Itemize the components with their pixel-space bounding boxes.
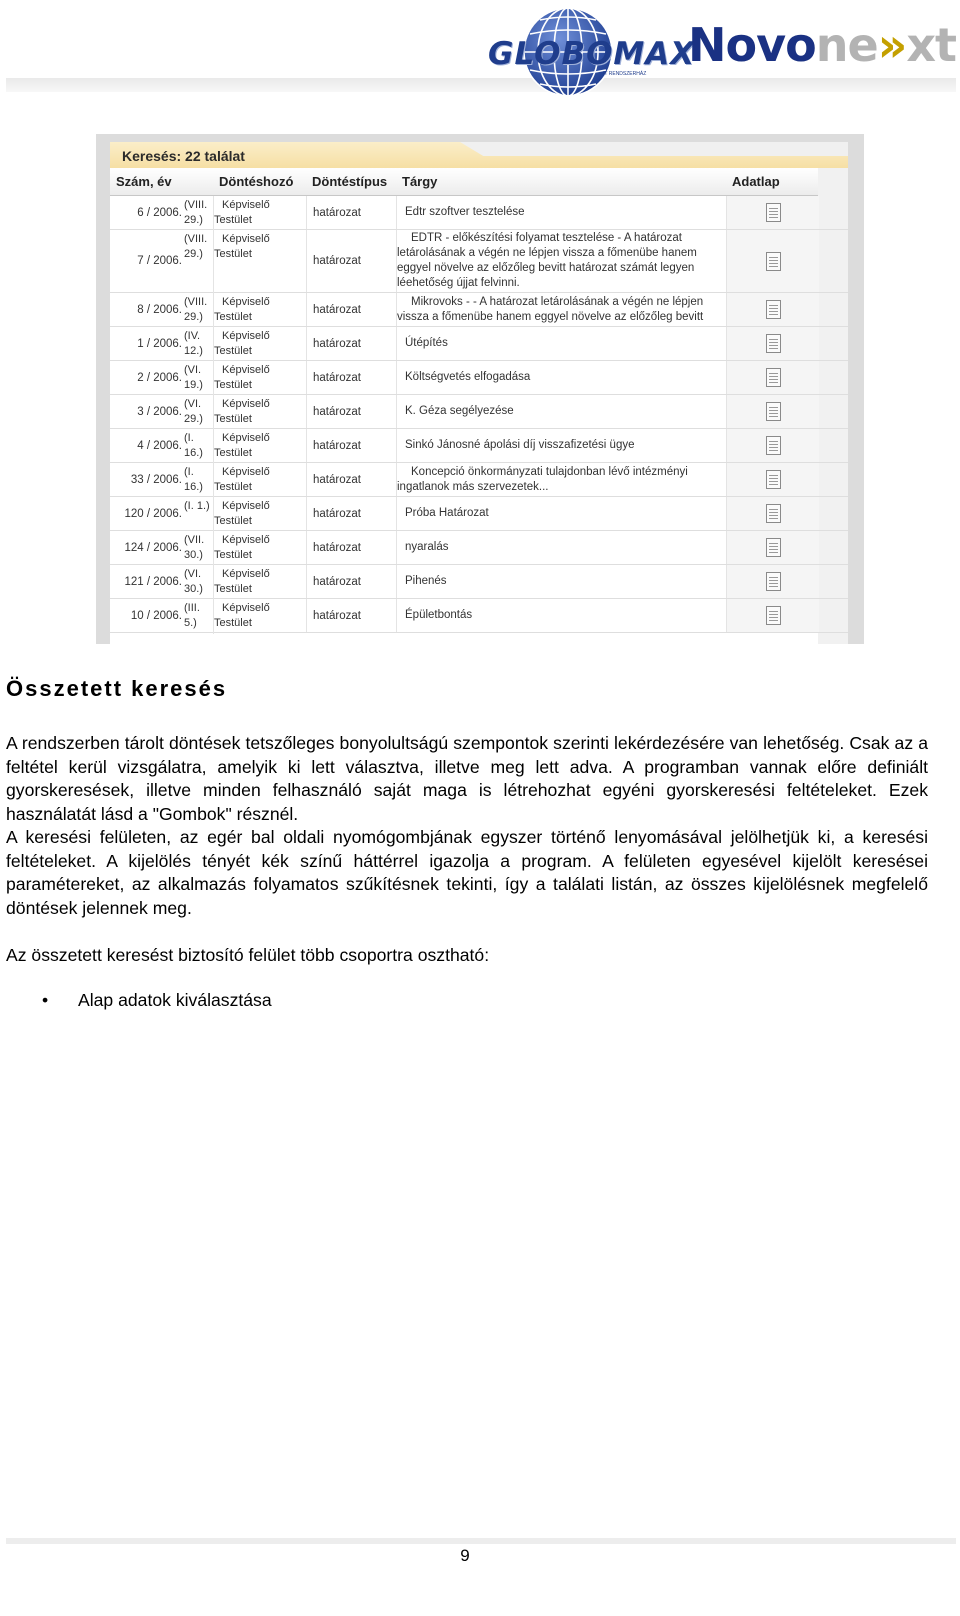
decision-date: (VI. 30.) [184,568,203,595]
table-row[interactable] [110,230,848,293]
decision-maker-line2: Testület [214,617,252,629]
tab-notch [460,142,848,156]
subject-line: Sinkó Jánosné ápolási díj visszafizetési ügye [405,439,635,451]
decision-date: (VII. 30.) [184,534,205,561]
novonext-logo-part3: xt [906,18,957,72]
datasheet-cell [726,463,819,496]
decision-maker-line2: Testület [214,214,252,226]
datasheet-cell [726,497,819,530]
subject-text [397,231,697,291]
decision-type: határozat [306,395,403,428]
document-icon[interactable] [766,606,781,625]
decision-type: határozat [306,599,403,632]
decision-type: határozat [306,531,403,564]
datasheet-cell [726,565,819,598]
decision-maker-line2: Testület [214,583,252,595]
decision-date: (VI. 19.) [184,364,203,391]
decision-number: 1 / 2006. [137,337,182,350]
decision-subject[interactable] [396,395,735,428]
document-icon[interactable] [766,252,781,271]
decision-number: 121 / 2006. [124,575,182,588]
decision-date: (VIII. 29.) [184,199,208,226]
decision-number: 4 / 2006. [137,439,182,452]
novonext-chevron-icon: » [877,18,907,72]
bullet-marker: • [42,990,49,1010]
decision-type: határozat [306,293,403,326]
decision-date: (VIII. 29.) [184,296,208,323]
table-row[interactable] [110,599,848,633]
decision-maker-line1: Képviselő [222,233,270,245]
bullet-item: Alap adatok kiválasztása [78,990,272,1010]
table-row[interactable] [110,565,848,599]
results-count-title: Keresés: 22 találat [122,148,245,164]
column-header-decision-type[interactable]: Döntéstípus [306,168,396,196]
decision-type: határozat [306,230,403,292]
header-divider [6,78,956,92]
subject-text [405,608,472,623]
decision-maker-line2: Testület [214,549,252,561]
subject-text [405,506,489,521]
document-icon[interactable] [766,334,781,353]
datasheet-cell [726,327,819,360]
subject-line: Költségvetés elfogadása [405,371,531,383]
subject-text [405,404,514,419]
decision-maker-line2: Testület [214,413,252,425]
decision-maker [213,565,278,600]
decision-type: határozat [306,429,403,462]
subject-line: letárolásának a végén ne lépjen vissza a főmenübe hanem [397,247,697,259]
decision-maker [213,293,278,328]
novonext-logo [688,18,957,72]
decision-maker-line1: Képviselő [222,199,270,211]
decision-maker-line2: Testület [214,481,252,493]
decision-subject[interactable] [396,599,735,632]
decision-maker-line1: Képviselő [222,568,270,580]
subject-line: nyaralás [405,541,449,553]
decision-maker [213,497,278,532]
decision-type: határozat [306,565,403,598]
decision-maker [213,361,278,396]
decision-maker [213,531,278,566]
column-header-subject[interactable]: Tárgy [396,168,726,196]
globomax-logo-text: GLOBOMAX [488,36,696,72]
decision-number: 3 / 2006. [137,405,182,418]
decision-maker-line2: Testület [214,345,252,357]
subject-line: ingatlanok más szervezetek... [397,480,549,493]
subject-line: Épületbontás [405,609,473,621]
page-number: 9 [460,1546,470,1565]
subject-line: léehetőség újjat felvinni. [397,277,520,289]
decision-subject[interactable] [396,531,735,564]
decision-number: 8 / 2006. [137,303,182,316]
decision-maker-line2: Testület [214,379,252,391]
document-icon[interactable] [766,300,781,319]
datasheet-cell [726,230,819,292]
decision-maker [213,429,278,464]
decision-subject[interactable] [396,327,735,360]
decision-number: 33 / 2006. [130,473,182,486]
table-row[interactable] [110,531,848,565]
footer-divider [6,1538,956,1544]
decision-date: (I. 16.) [184,432,203,459]
subject-text [397,295,703,325]
decision-subject[interactable] [396,463,727,496]
decision-number: 10 / 2006. [130,609,182,622]
decision-subject[interactable] [396,196,735,229]
decision-maker [213,395,278,430]
subject-text [405,438,635,453]
decision-date: (I. 16.) [184,466,203,493]
decision-subject[interactable] [396,361,735,394]
decision-number: 2 / 2006. [137,371,182,384]
globomax-tagline: IT RENDSZERHÁZ [603,71,647,77]
subject-line: Koncepció önkormányzati tulajdonban lévő intézményi [411,465,688,478]
novonext-logo-part2: ne [815,18,878,72]
datasheet-cell [726,531,819,564]
table-row[interactable] [110,395,848,429]
datasheet-cell [726,429,819,462]
subject-line: eggyel növelve az előzőleg bevitt határozat számát legyen [397,262,695,274]
subject-text [405,205,525,220]
paragraph-1: A rendszerben tárolt döntések tetszőleges bonyolultságú szempontok szerinti lekérdezésére van lehetőség. Csak az a feltétel kerül vizsgálatra, amelyik ki lett választva, illetve meg lett adva. A programban vannak előre definiált gyorskeresések, illetve minden felhasználó saját maga is létrehozhat egyéni gyorskeresési feltételeket. Ezek használatát lásd a "Gombok" résznél. [6,733,928,824]
decision-subject[interactable] [396,429,735,462]
subject-line: EDTR - előkészítési folyamat tesztelése - A határozat [411,232,683,244]
decision-maker-line2: Testület [214,447,252,459]
subject-line: Mikrovoks - - A határozat letárolásának a végén ne lépjen [411,295,704,308]
document-icon[interactable] [766,402,781,421]
search-results-panel [110,142,848,644]
subject-text [405,574,447,589]
decision-maker-line1: Képviselő [222,330,270,342]
subject-text [397,465,688,495]
page-header [0,0,960,100]
decision-subject[interactable] [396,497,735,530]
decision-type: határozat [306,196,403,229]
decision-maker-line1: Képviselő [222,296,270,308]
datasheet-cell [726,196,819,229]
table-row[interactable] [110,497,848,531]
datasheet-cell [726,361,819,394]
document-icon[interactable] [766,470,781,489]
decision-maker-line1: Képviselő [222,364,270,376]
paragraph-2: A keresési felületen, az egér bal oldali nyomógombjának egyszer történő lenyomásával jelölhetjük ki, a keresési feltételeket. A kijelölés tényét kék színű háttérrel igazolja a program. A felületen egyesével kijelölt keresései paramétereket, az alkalmazás folyamatos szűkítésnek tekinti, így a találati listán, az összes kijelölésnek megfelelő döntések jelennek meg. [6,827,928,918]
subject-line: Pihenés [405,575,447,587]
subject-line: K. Géza segélyezése [405,405,514,417]
document-icon[interactable] [766,368,781,387]
table-row[interactable] [110,429,848,463]
search-results-screenshot [96,134,864,644]
decision-maker-line1: Képviselő [222,466,270,478]
decision-type: határozat [306,497,403,530]
column-header-datasheet[interactable]: Adatlap [726,168,818,196]
document-icon[interactable] [766,436,781,455]
table-row[interactable] [110,196,848,230]
table-row[interactable] [110,463,848,497]
subject-line: Edtr szoftver tesztelése [405,206,525,218]
decision-maker [213,196,278,231]
section-heading: Összetett keresés [6,676,228,701]
paragraph-3: Az összetett keresést biztosító felület több csoportra osztható: [6,945,490,965]
document-icon[interactable] [766,203,781,222]
document-icon[interactable] [766,504,781,523]
results-table-body [110,196,848,633]
decision-date: (I. 1.) [184,500,210,512]
decision-maker-line1: Képviselő [222,602,270,614]
decision-subject[interactable] [396,293,727,326]
decision-maker [213,230,278,294]
decision-maker [213,327,278,362]
subject-line: vissza a főmenübe hanem eggyel növelve az előzőleg bevitt [397,310,704,323]
decision-number: 124 / 2006. [124,541,182,554]
table-row[interactable] [110,361,848,395]
document-icon[interactable] [766,538,781,557]
decision-date: (IV. 12.) [184,330,203,357]
decision-type: határozat [306,463,403,496]
subject-text [405,540,448,555]
decision-maker-line1: Képviselő [222,534,270,546]
decision-number: 120 / 2006. [124,507,182,520]
table-row[interactable] [110,293,848,327]
decision-number: 7 / 2006. [137,255,182,267]
decision-maker-line2: Testület [214,248,252,260]
decision-date: (III. 5.) [184,602,200,629]
decision-type: határozat [306,361,403,394]
column-header-decision-maker[interactable]: Döntéshozó [213,168,306,196]
novonext-logo-part1: Novo [688,18,816,72]
decision-number: 6 / 2006. [137,206,182,219]
subject-text [405,336,448,351]
table-row[interactable] [110,327,848,361]
datasheet-cell [726,599,819,632]
decision-maker [213,599,278,634]
decision-subject[interactable] [396,230,727,292]
decision-maker-line1: Képviselő [222,432,270,444]
subject-line: Útépítés [405,337,448,349]
decision-maker-line2: Testület [214,515,252,527]
subject-line: Próba Határozat [405,507,489,519]
decision-subject[interactable] [396,565,735,598]
document-icon[interactable] [766,572,781,591]
column-header-number[interactable]: Szám, év [110,168,213,196]
decision-maker [213,463,278,498]
results-header-bar [110,142,848,168]
decision-maker-line1: Képviselő [222,398,270,410]
decision-maker-line1: Képviselő [222,500,270,512]
datasheet-cell [726,293,819,326]
decision-type: határozat [306,327,403,360]
decision-date: (VIII. 29.) [184,233,208,260]
datasheet-cell [726,395,819,428]
subject-text [405,370,530,385]
decision-maker-line2: Testület [214,311,252,323]
decision-date: (VI. 29.) [184,398,203,425]
